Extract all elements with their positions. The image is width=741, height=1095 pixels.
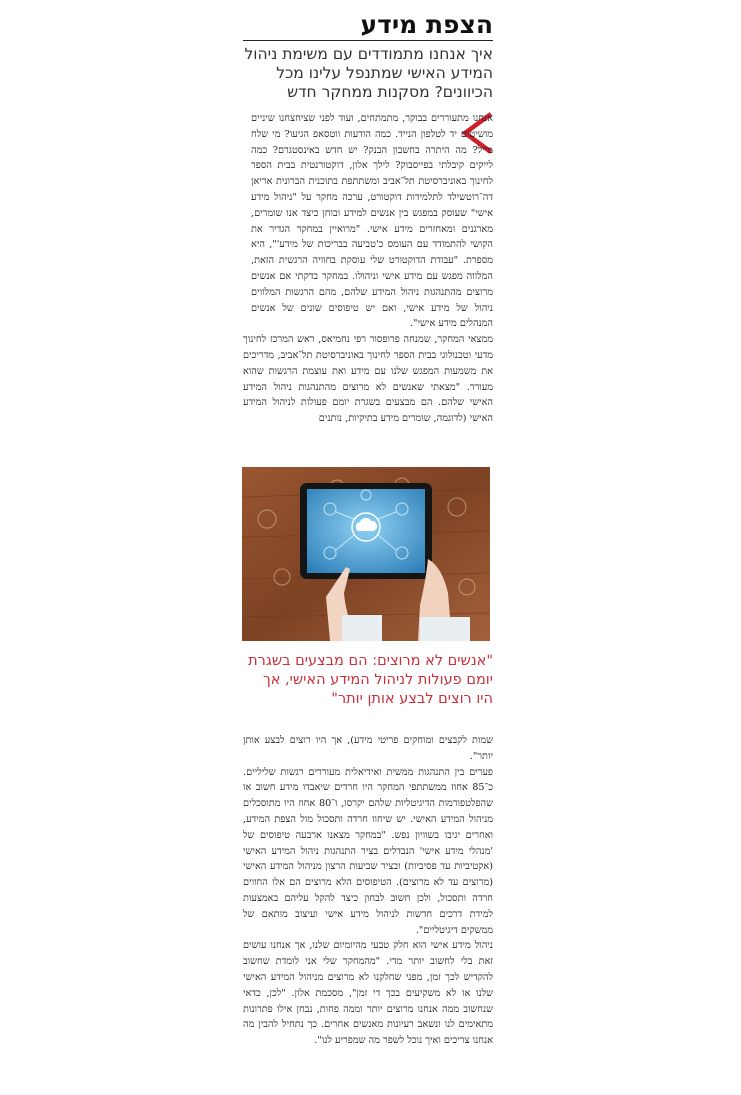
article-subtitle: איך אנחנו מתמודדים עם משימת ניהול המידע האישי שמתנפל עלינו מכל הכיוונים? מסקנות ממחקר חדש [244,45,493,101]
article-body-bottom [243,733,493,1049]
body-paragraph: פערים בין התנהגות ממשית ואידיאלית מעוררים רגשות שליליים. כ־85 אחוז ממשתתפי המחקר היו חרדים שיאבדו מידע חשוב או שהפלטפורמות הדיגיטליות שלהם יקרסו, ו־80 אחוז היו מתוסכלים מניהול המידע האישי. יש שיחוו חרדה ותסכול מול הצפת המידע, ואחרים יגיבו בשוויון נפש. "במחקר מצאנו ארבעה טיפוסים של 'מנהלי מידע אישי' הנבדלים בציר התנהגות ניהול המידע האישי (אקטיביות עד פסיביות) ובציר שביעות הרצון מניהול המידע האישי (מרוצים עד לא מרוצים). הטיפוסים הלא מרוצים הם אלו החווים חרדה ותסכול, ולכן חשוב לבחון כיצד להקל עליהם באמצעות למידת דרכים חדשות לניהול מידע אישי ועיצוב מותאם של ממשקים דיגיטליים". [243,766,493,936]
body-paragraph: ניהול מידע אישי הוא חלק טבעי מהיומיום שלנו, אך אנחנו עושים זאת בלי לחשוב יותר מדי. "מהמחקר שלי אני לומדת שחשוב להקדיש לכך זמן, מפני שחלקנו לא מרוצים מניהול המידע האישי שלנו או לא משקיעים בכך די זמן", מסכמת אלון. "לכן, כדאי שנחשוב ממה אנחנו מרוצים יותר וממה פחות, נבחן אילו פתרונות מתאימים לנו ונשאב רעיונות מאנשים אחרים. כך נתחיל להבין מה אנחנו צריכים ואיך נוכל לשפר מה שמפריע לנו". [243,940,493,1047]
body-paragraph: ממצאי המחקר, שמנחה פרופסור רפי נחמיאס, ראש המרכז לחינוך מדעי וטכנולוגי בבית הספר לחינוך באוניברסיטת תל־אביב, מדריכים את משמעות המפגש שלנו עם מידע ואת עוצמת הרגשות שהוא מעורר. "מצאתי שאנשים לא מרוצים מהתנהגות ניהול המידע האישי שלהם. הם מבצעים בשגרת יומם פעולות לניהול המידע האישי (לדוגמה, שומרים מידע בתיקיות, נותנים [243,334,493,425]
body-paragraph: שמות לקבצים ומוחקים פריטי מידע), אך היו רוצים לבצע אותן יותר". [243,735,493,762]
article-body-top [243,111,493,427]
pull-quote: "אנשים לא מרוצים: הם מבצעים בשגרת יומם פעולות לניהול המידע האישי, אך היו רוצים לבצע אותן יותר" [248,653,493,707]
tablet-photo [242,467,490,641]
section-title: הצפת מידע [360,10,493,39]
hands-tablet-image [242,467,490,641]
body-paragraph: אנחנו מתעוררים בבוקר, מתמתחים, ועוד לפני שציחצחנו שיניים מושיטים יד לטלפון הנייד. כמה הודעות ווטסאפ הגיעו? מי שלח מייל? מה היתרה בחשבון הבנק? יש חדש באינסטגרם? כמה לייקים קיבלתי בפייסבוק? לילך אלון, דוקטורנטית בבית הספר לחינוך באוניברסיטת תל־אביב ומשתתפת בתוכנית הברונית אריאן דה־רוטשילד לתלמידות דוקטורט, ערכה מחקר על "ניהול מידע אישי" שעוסק במפגש בין אנשים למידע ובוחן כיצד אנו שומרים, מארגנים ומאחזרים מידע אישי. "מרואיין במחקר הגדיר את הקושי להתמודד עם העומס כ'טביעה בבריכות של מידע'", היא מספרת. "עבודת הדוקטורט שלי עוסקת בחוויה הרגשית הזאת, המלווה מפגש עם מידע אישי וניהולו. במחקר בדקתי אם אנשים מרוצים מהתנהגות ניהול המידע שלהם, מהם הרגשות המלווים ניהול של מידע אישי, ואם יש טיפוסים שונים של אנשים המנהלים מידע אישי". [251,113,493,330]
title-rule [243,40,493,41]
